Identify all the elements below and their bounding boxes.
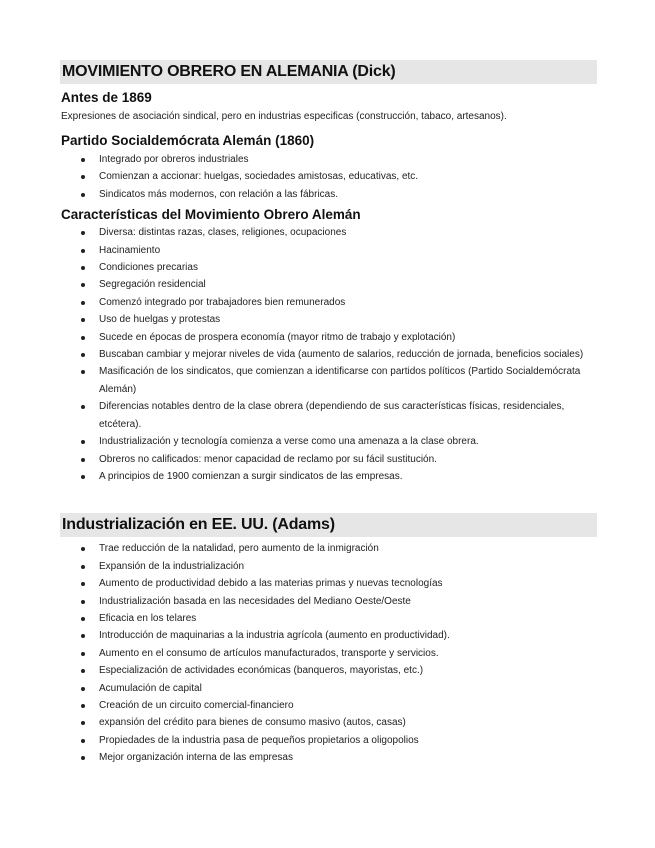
list-item: Diversa: distintas razas, clases, religiones, ocupaciones <box>60 224 597 241</box>
list-item: Comenzó integrado por trabajadores bien remunerados <box>60 294 597 311</box>
industrialization-list <box>60 540 597 766</box>
features-heading: Características del Movimiento Obrero Alemán <box>61 207 361 223</box>
bullet-icon <box>81 687 85 691</box>
list-item: Aumento de productividad debido a las materias primas y nuevas tecnologías <box>60 575 597 592</box>
list-item: Industrialización basada en las necesidades del Mediano Oeste/Oeste <box>60 593 597 610</box>
list-item: Introducción de maquinarias a la industria agrícola (aumento en productividad). <box>60 627 597 644</box>
bullet-icon <box>81 193 85 197</box>
before-paragraph: Expresiones de asociación sindical, pero en industrias especificas (construcción, tabaco, artesanos). <box>61 111 507 122</box>
bullet-icon <box>81 458 85 462</box>
list-item: Aumento en el consumo de artículos manufacturados, transporte y servicios. <box>60 645 597 662</box>
list-item: Trae reducción de la natalidad, pero aumento de la inmigración <box>60 540 597 557</box>
bullet-icon <box>81 353 85 357</box>
list-item: Eficacia en los telares <box>60 610 597 627</box>
bullet-icon <box>81 669 85 673</box>
list-item: A principios de 1900 comienzan a surgir sindicatos de las empresas. <box>60 468 597 485</box>
bullet-icon <box>81 175 85 179</box>
list-item: Propiedades de la industria pasa de pequeños propietarios a oligopolios <box>60 732 597 749</box>
list-item: Acumulación de capital <box>60 680 597 697</box>
features-list <box>60 224 597 485</box>
bullet-icon <box>81 336 85 340</box>
section2-title: Industrialización en EE. UU. (Adams) <box>60 513 597 537</box>
list-item: Industrialización y tecnología comienza a verse como una amenaza a la clase obrera. <box>60 433 597 450</box>
list-item: Sucede en épocas de prospera economía (mayor ritmo de trabajo y explotación) <box>60 329 597 346</box>
list-item: Mejor organización interna de las empresas <box>60 749 597 766</box>
list-item: Comienzan a accionar: huelgas, sociedades amistosas, educativas, etc. <box>60 168 597 185</box>
bullet-icon <box>81 565 85 569</box>
bullet-icon <box>81 634 85 638</box>
party-heading: Partido Socialdemócrata Alemán (1860) <box>61 133 315 148</box>
document-content <box>60 60 597 769</box>
bullet-icon <box>81 318 85 322</box>
list-item: Expansión de la industrialización <box>60 558 597 575</box>
section-spacer <box>60 487 597 513</box>
bullet-icon <box>81 739 85 743</box>
bullet-icon <box>81 704 85 708</box>
list-item: Obreros no calificados: menor capacidad de reclamo por su fácil sustitución. <box>60 451 597 468</box>
list-item: expansión del crédito para bienes de consumo masivo (autos, casas) <box>60 714 597 731</box>
list-item: Creación de un circuito comercial-financiero <box>60 697 597 714</box>
party-list <box>60 151 597 203</box>
bullet-icon <box>81 301 85 305</box>
bullet-icon <box>81 475 85 479</box>
bullet-icon <box>81 158 85 162</box>
bullet-icon <box>81 231 85 235</box>
list-item: Segregación residencial <box>60 276 597 293</box>
bullet-icon <box>81 405 85 409</box>
bullet-icon <box>81 283 85 287</box>
bullet-icon <box>81 547 85 551</box>
bullet-icon <box>81 249 85 253</box>
list-item: Uso de huelgas y protestas <box>60 311 597 328</box>
list-item: Integrado por obreros industriales <box>60 151 597 168</box>
bullet-icon <box>81 756 85 760</box>
bullet-icon <box>81 370 85 374</box>
list-item: Condiciones precarias <box>60 259 597 276</box>
bullet-icon <box>81 652 85 656</box>
list-item: Masificación de los sindicatos, que comienzan a identificarse con partidos políticos (Partido Socialdemócrata Alemán) <box>60 363 597 398</box>
list-item: Hacinamiento <box>60 242 597 259</box>
list-item: Especialización de actividades económicas (banqueros, mayoristas, etc.) <box>60 662 597 679</box>
bullet-icon <box>81 440 85 444</box>
list-item: Diferencias notables dentro de la clase obrera (dependiendo de sus características físicas, residenciales, etcétera). <box>60 398 597 433</box>
bullet-icon <box>81 617 85 621</box>
bullet-icon <box>81 600 85 604</box>
list-item: Buscaban cambiar y mejorar niveles de vida (aumento de salarios, reducción de jornada, beneficios sociales) <box>60 346 597 363</box>
list-item: Sindicatos más modernos, con relación a las fábricas. <box>60 186 597 203</box>
section1-title: MOVIMIENTO OBRERO EN ALEMANIA (Dick) <box>60 60 597 84</box>
bullet-icon <box>81 266 85 270</box>
bullet-icon <box>81 721 85 725</box>
before-heading: Antes de 1869 <box>61 90 152 105</box>
bullet-icon <box>81 582 85 586</box>
